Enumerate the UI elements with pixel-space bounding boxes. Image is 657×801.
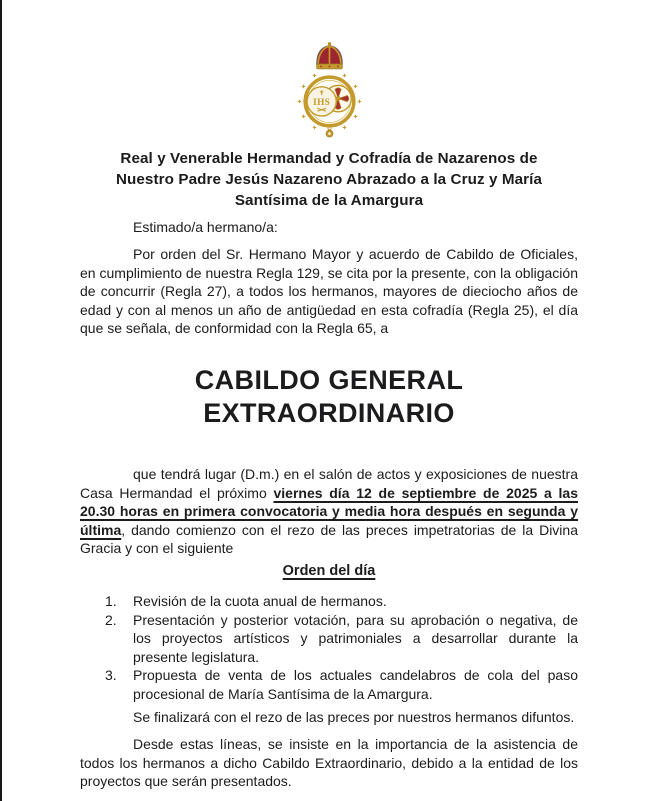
salutation: Estimado/a hermano/a:: [133, 219, 278, 235]
agenda-item-2-text: Presentación y posterior votación, para su aprobación o negativa, de los proyectos artísticos y patrimoniales a desarrollar durante la presente legislatura.: [133, 611, 578, 665]
agenda-item-3-number: 3.: [105, 667, 117, 684]
cabildo-heading-line2: EXTRAORDINARIO: [203, 398, 455, 429]
venue-paragraph-post: , dando comienzo con el rezo de las preces impetratorias de la Divina Gracia y con el siguiente: [80, 521, 578, 557]
cabildo-heading-line1: CABILDO GENERAL: [194, 365, 464, 396]
agenda-item-2-number: 2.: [105, 611, 117, 628]
agenda-item-1-text: Revisión de la cuota anual de hermanos.: [133, 593, 387, 610]
ihs-medallion-icon: [307, 87, 336, 116]
agenda-item-3-text: Propuesta de venta de los actuales candelabros de cola del paso procesional de María Santísima de la Amargura.: [133, 667, 578, 702]
hermandad-crest: [80, 40, 578, 140]
agenda-title: [80, 562, 578, 581]
venue-paragraph-pre: que tendrá lugar (D.m.) en el salón de actos y exposiciones de nuestra Casa Hermandad el próximo: [80, 466, 578, 501]
organization-title-line2: Nuestro Padre Jesús Nazareno Abrazado a la Cruz y María: [115, 171, 543, 188]
page-edge-line: [0, 0, 2, 801]
agenda-title-text: Orden del día: [282, 563, 376, 580]
crown-icon: [316, 42, 342, 69]
final-paragraph: Desde estas líneas, se insiste en la importancia de la asistencia de todos los hermanos a dicho Cabildo Extraordinario, debido a la entidad de los proyectos que serán presentados.: [80, 736, 578, 790]
venue-paragraph: [80, 465, 578, 557]
pendant-icon: [325, 127, 332, 137]
organization-title: [89, 148, 569, 211]
agenda-item-1-number: 1.: [105, 593, 117, 610]
ihs-text: IHS: [312, 98, 330, 108]
agenda-item-1: [80, 592, 578, 610]
closing-note: Se finalizará con el rezo de las preces por nuestros hermanos difuntos.: [133, 708, 575, 725]
organization-title-line3: Santísima de la Amargura: [234, 192, 424, 209]
date-emphasis: viernes día 12 de septiembre de 2025 a las 20.30 horas en primera convocatoria y media hora después en segunda y última: [80, 484, 578, 538]
agenda-item-3: [80, 666, 578, 703]
intro-paragraph: Por orden del Sr. Hermano Mayor y acuerdo de Cabildo de Oficiales, en cumplimiento de nuestra Regla 129, se cita por la presente, con la obligación de concurrir (Regla 27), a todos los hermanos, mayores de dieciocho años de edad y con al menos un año de antigüedad en esta cofradía (Regla 25), el día que se señala, de conformidad con la Regla 65, a: [80, 246, 578, 337]
crest-graphic: [283, 40, 376, 140]
cabildo-heading: [80, 364, 578, 430]
organization-title-line1: Real y Venerable Hermandad y Cofradía de Nazarenos de: [120, 150, 538, 167]
agenda-list: [80, 592, 578, 702]
agenda-item-2: [80, 611, 578, 666]
